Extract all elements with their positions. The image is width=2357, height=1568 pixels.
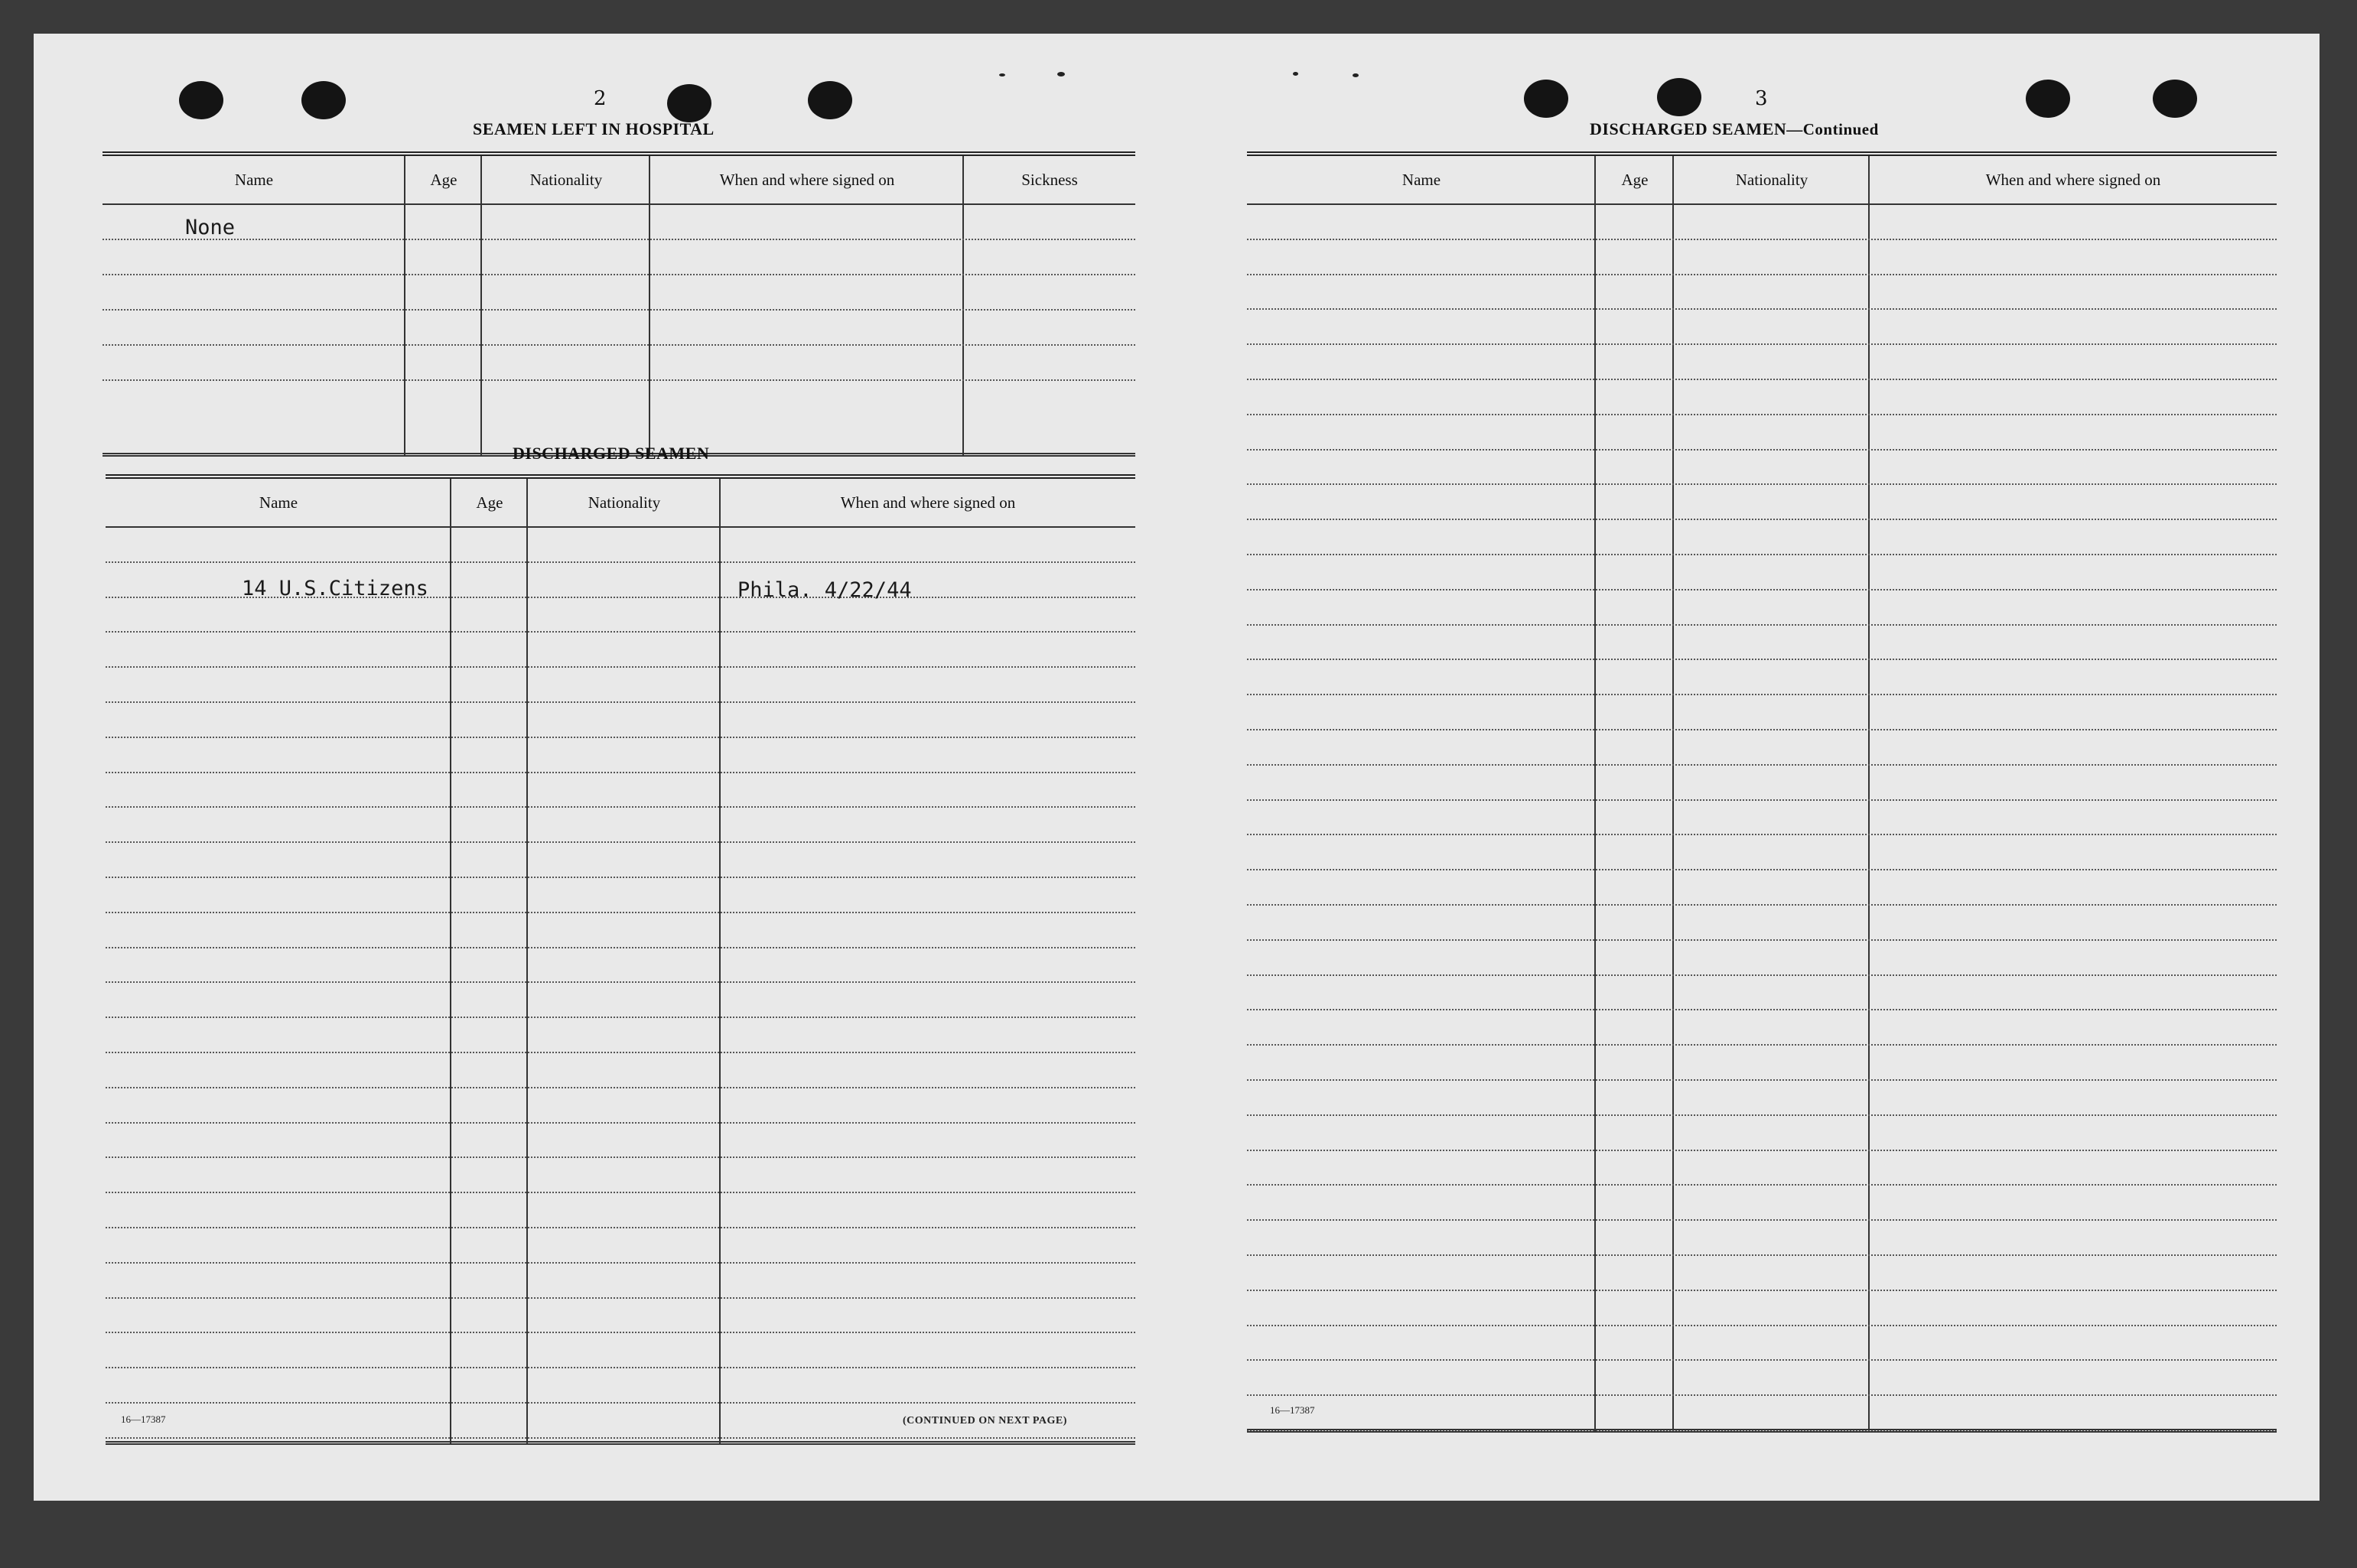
binder-hole [1524, 80, 1568, 118]
table-row [103, 205, 1135, 240]
table-row [103, 275, 1135, 311]
table-row [1247, 310, 2277, 345]
table-row [106, 773, 1135, 808]
discharged-continued-rows [1247, 205, 2277, 1431]
table-row [106, 983, 1135, 1018]
column-header-sickness: Sickness [1021, 170, 1078, 189]
table-row [106, 528, 1135, 563]
table-row [1247, 1291, 2277, 1326]
hospital-entry-name: None [185, 216, 236, 239]
table-row [106, 738, 1135, 773]
table-row [1247, 835, 2277, 870]
discharged-entry-signed-on: Phila. 4/22/44 [737, 578, 912, 602]
table-row [106, 1333, 1135, 1368]
column-header-signed-on: When and where signed on [840, 493, 1016, 512]
table-row [106, 843, 1135, 878]
table-row [1247, 205, 2277, 240]
table-row [106, 1158, 1135, 1193]
hospital-rows [103, 205, 1135, 381]
binder-hole [667, 84, 711, 122]
table-row [1247, 1081, 2277, 1116]
table-row [1247, 520, 2277, 555]
table-row [1247, 695, 2277, 730]
table-row [106, 703, 1135, 738]
table-row [1247, 1116, 2277, 1151]
column-header-name: Name [259, 493, 298, 512]
discharged-section-title: DISCHARGED SEAMEN [513, 444, 710, 463]
table-header [1247, 156, 2277, 205]
column-header-age: Age [430, 170, 457, 189]
table-row [106, 598, 1135, 633]
table-row [1247, 941, 2277, 976]
table-row [106, 948, 1135, 984]
binder-hole [1657, 78, 1701, 116]
table-row [1247, 1256, 2277, 1291]
table-row [106, 913, 1135, 948]
table-row [106, 1299, 1135, 1334]
table-row [106, 1088, 1135, 1124]
hospital-table [103, 151, 1135, 460]
column-header-age: Age [1621, 170, 1649, 189]
binder-hole [179, 81, 223, 119]
table-row [1247, 976, 2277, 1011]
table-row [1247, 870, 2277, 906]
table-row [1247, 555, 2277, 590]
table-row [1247, 275, 2277, 311]
section-title-text: DISCHARGED SEAMEN [1590, 119, 1787, 138]
binder-hole [2026, 80, 2070, 118]
table-row [103, 346, 1135, 381]
table-row [1247, 380, 2277, 415]
table-row [1247, 1361, 2277, 1396]
table-row [106, 878, 1135, 913]
table-row [1247, 801, 2277, 836]
table-row [1247, 906, 2277, 941]
column-header-signed-on: When and where signed on [1985, 170, 2161, 189]
table-row [106, 1193, 1135, 1228]
table-row [1247, 485, 2277, 520]
column-header-nationality: Nationality [588, 493, 661, 512]
table-row [106, 1228, 1135, 1264]
binder-hole [301, 81, 346, 119]
form-number-right: 16—17387 [1270, 1404, 1315, 1416]
table-row [1247, 415, 2277, 451]
table-row [106, 1264, 1135, 1299]
table-row [1247, 660, 2277, 695]
table-row [1247, 730, 2277, 766]
table-header [106, 479, 1135, 528]
column-header-signed-on: When and where signed on [719, 170, 895, 189]
column-header-name: Name [234, 170, 274, 189]
document-sheet [34, 34, 2320, 1501]
page-number-left: 2 [594, 87, 607, 110]
table-row [1247, 590, 2277, 626]
table-row [106, 668, 1135, 703]
table-row [1247, 626, 2277, 661]
table-row [106, 1124, 1135, 1159]
table-row [1247, 1010, 2277, 1046]
column-header-age: Age [476, 493, 503, 512]
table-row [1247, 1186, 2277, 1221]
table-row [103, 240, 1135, 275]
column-header-nationality: Nationality [1735, 170, 1808, 189]
binder-hole [808, 81, 852, 119]
column-header-nationality: Nationality [529, 170, 603, 189]
table-row [106, 1018, 1135, 1053]
binder-hole [2153, 80, 2197, 118]
continued-note: (CONTINUED ON NEXT PAGE) [903, 1415, 1067, 1426]
discharged-continued-title [1590, 119, 1879, 139]
discharged-table [106, 474, 1135, 1453]
table-row [1247, 345, 2277, 380]
table-row [103, 311, 1135, 346]
page-number-right: 3 [1755, 87, 1768, 110]
table-row [106, 808, 1135, 843]
column-header-name: Name [1402, 170, 1441, 189]
table-row [1247, 1221, 2277, 1256]
hospital-section-title: SEAMEN LEFT IN HOSPITAL [473, 119, 715, 138]
table-row [1247, 1151, 2277, 1186]
table-row [106, 633, 1135, 668]
table-row [106, 1368, 1135, 1404]
form-number-left: 16—17387 [121, 1413, 166, 1425]
table-row [1247, 766, 2277, 801]
table-row [1247, 451, 2277, 486]
table-header [103, 156, 1135, 205]
table-row [1247, 1046, 2277, 1081]
discharged-continued-table [1247, 151, 2277, 1441]
discharged-entry-name: 14 U.S.Citizens [242, 577, 428, 600]
section-title-suffix: —Continued [1786, 120, 1879, 138]
table-row [1247, 240, 2277, 275]
table-row [106, 1053, 1135, 1088]
table-row [1247, 1326, 2277, 1361]
discharged-rows [106, 528, 1135, 1439]
table-row [1247, 1396, 2277, 1431]
